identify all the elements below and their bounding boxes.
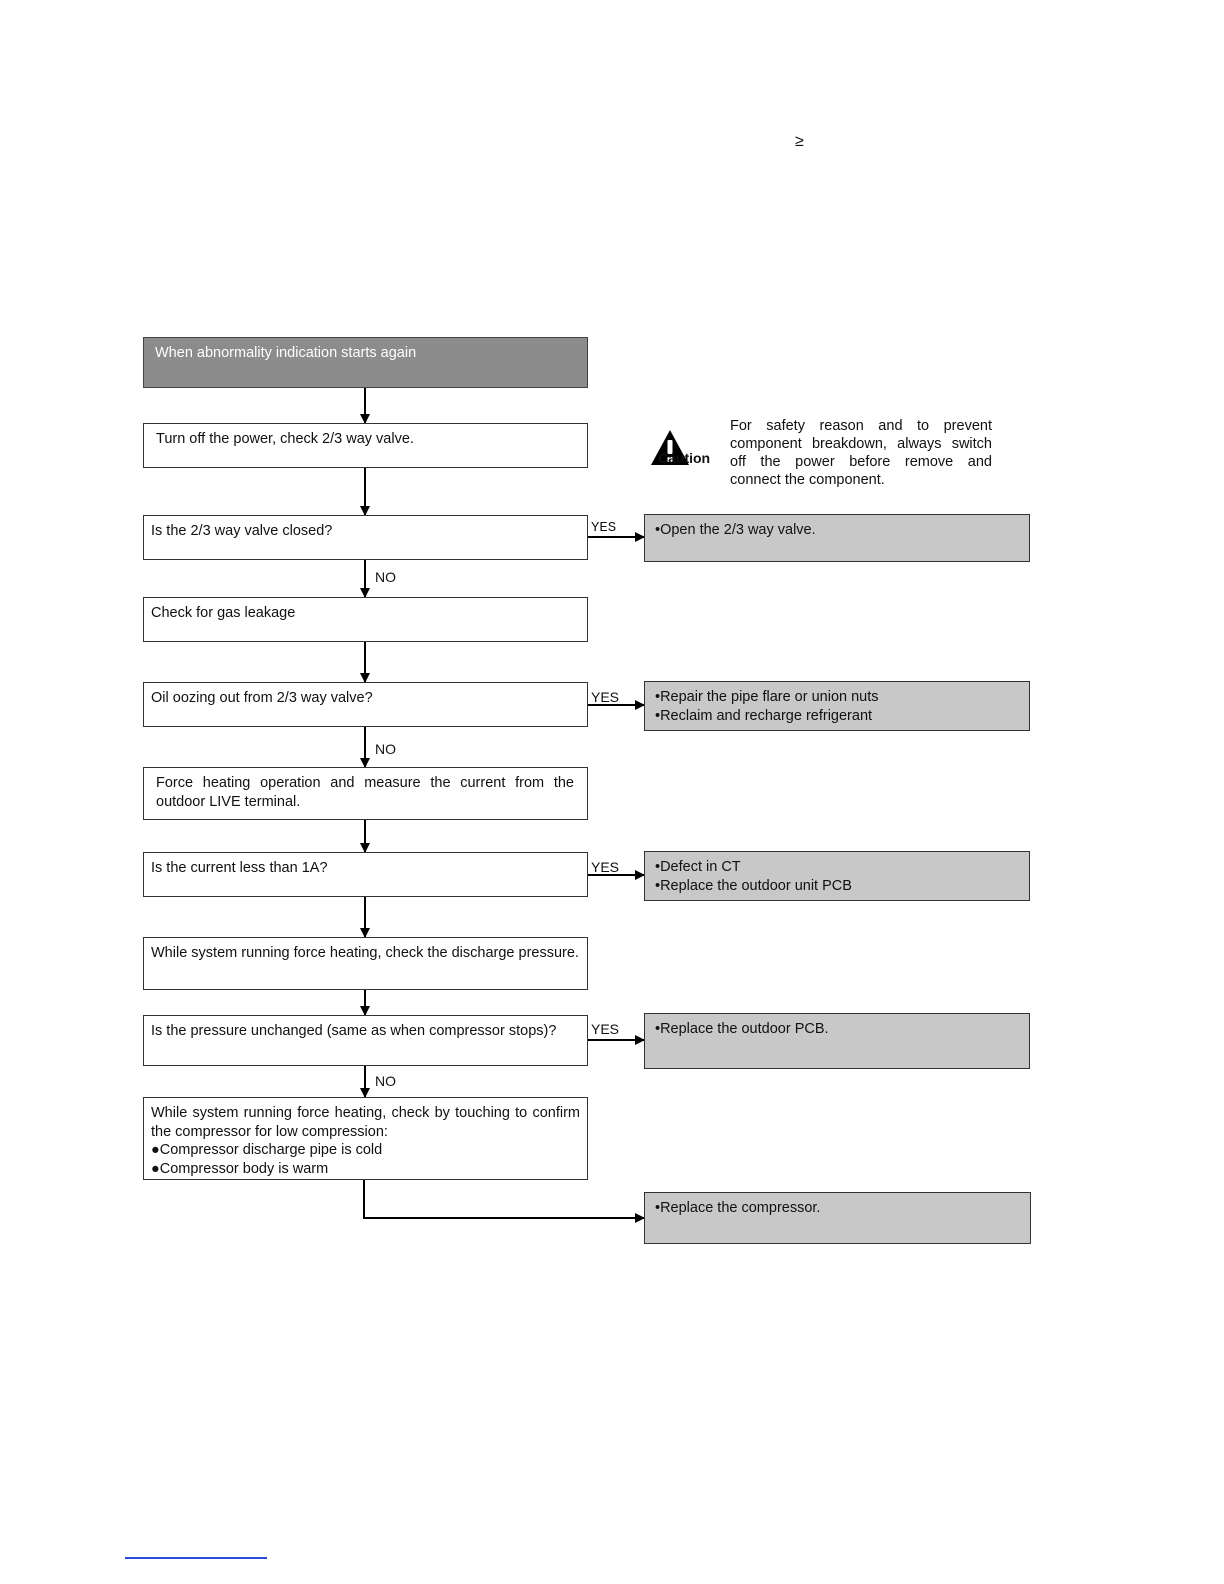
turn-off-power-text: Turn off the power, check 2/3 way valve. (156, 431, 414, 447)
force-heating-text: Force heating operation and measure the current from the outdoor LIVE terminal. (156, 775, 574, 810)
no-label: NO (375, 569, 396, 585)
defect-ct-action (644, 851, 1030, 901)
caution-note: For safety reason and to prevent component breakdown, always switch off the power before remove and connect the component. (730, 418, 992, 488)
gas-leakage-text: Check for gas leakage (151, 605, 296, 621)
caution-label: Caution (658, 450, 711, 466)
greater-equal-symbol: ≥ (795, 133, 804, 150)
arrow-compression-to-replace (364, 1180, 644, 1218)
compression-check-text: While system running force heating, check by touching to confirm the compressor for low compression: (151, 1105, 580, 1140)
oil-oozing-text: Oil oozing out from 2/3 way valve? (151, 690, 373, 706)
compression-bullet: ●Compressor discharge pipe is cold (151, 1142, 383, 1158)
start-text: When abnormality indication starts again (155, 345, 417, 361)
turn-off-power-box (143, 423, 588, 468)
valve-closed-text: Is the 2/3 way valve closed? (151, 523, 333, 539)
no-label: NO (375, 1073, 396, 1089)
discharge-pressure-box (143, 937, 588, 990)
action-line: •Repair the pipe flare or union nuts (655, 689, 879, 705)
pressure-unchanged-text: Is the pressure unchanged (same as when compressor stops)? (151, 1023, 557, 1039)
compression-check-box (143, 1097, 588, 1180)
footer-rule (125, 1557, 267, 1559)
yes-label: YES (591, 859, 620, 875)
yes-label: YES (591, 1021, 620, 1037)
start-box (143, 337, 588, 388)
yes-label: YES (591, 520, 617, 536)
open-valve-action (644, 514, 1030, 562)
action-line: •Defect in CT (655, 859, 741, 875)
action-line: •Open the 2/3 way valve. (655, 522, 816, 538)
repair-flare-action (644, 681, 1030, 731)
current-check-decision (143, 852, 588, 897)
gas-leakage-box (143, 597, 588, 642)
action-line: •Replace the outdoor PCB. (655, 1021, 829, 1037)
replace-pcb-action (644, 1013, 1030, 1069)
current-check-text: Is the current less than 1A? (151, 860, 328, 876)
no-label: NO (375, 741, 396, 757)
oil-oozing-decision (143, 682, 588, 727)
yes-label: YES (591, 689, 620, 705)
replace-compressor-action (644, 1192, 1031, 1244)
action-line: •Replace the outdoor unit PCB (655, 877, 852, 894)
valve-closed-decision (143, 515, 588, 560)
force-heating-box (143, 767, 588, 820)
compression-bullet: ●Compressor body is warm (151, 1160, 329, 1177)
action-line: •Replace the compressor. (655, 1200, 821, 1216)
action-line: •Reclaim and recharge refrigerant (655, 707, 873, 724)
pressure-unchanged-decision (143, 1015, 588, 1066)
discharge-pressure-text: While system running force heating, check the discharge pressure. (151, 945, 579, 961)
